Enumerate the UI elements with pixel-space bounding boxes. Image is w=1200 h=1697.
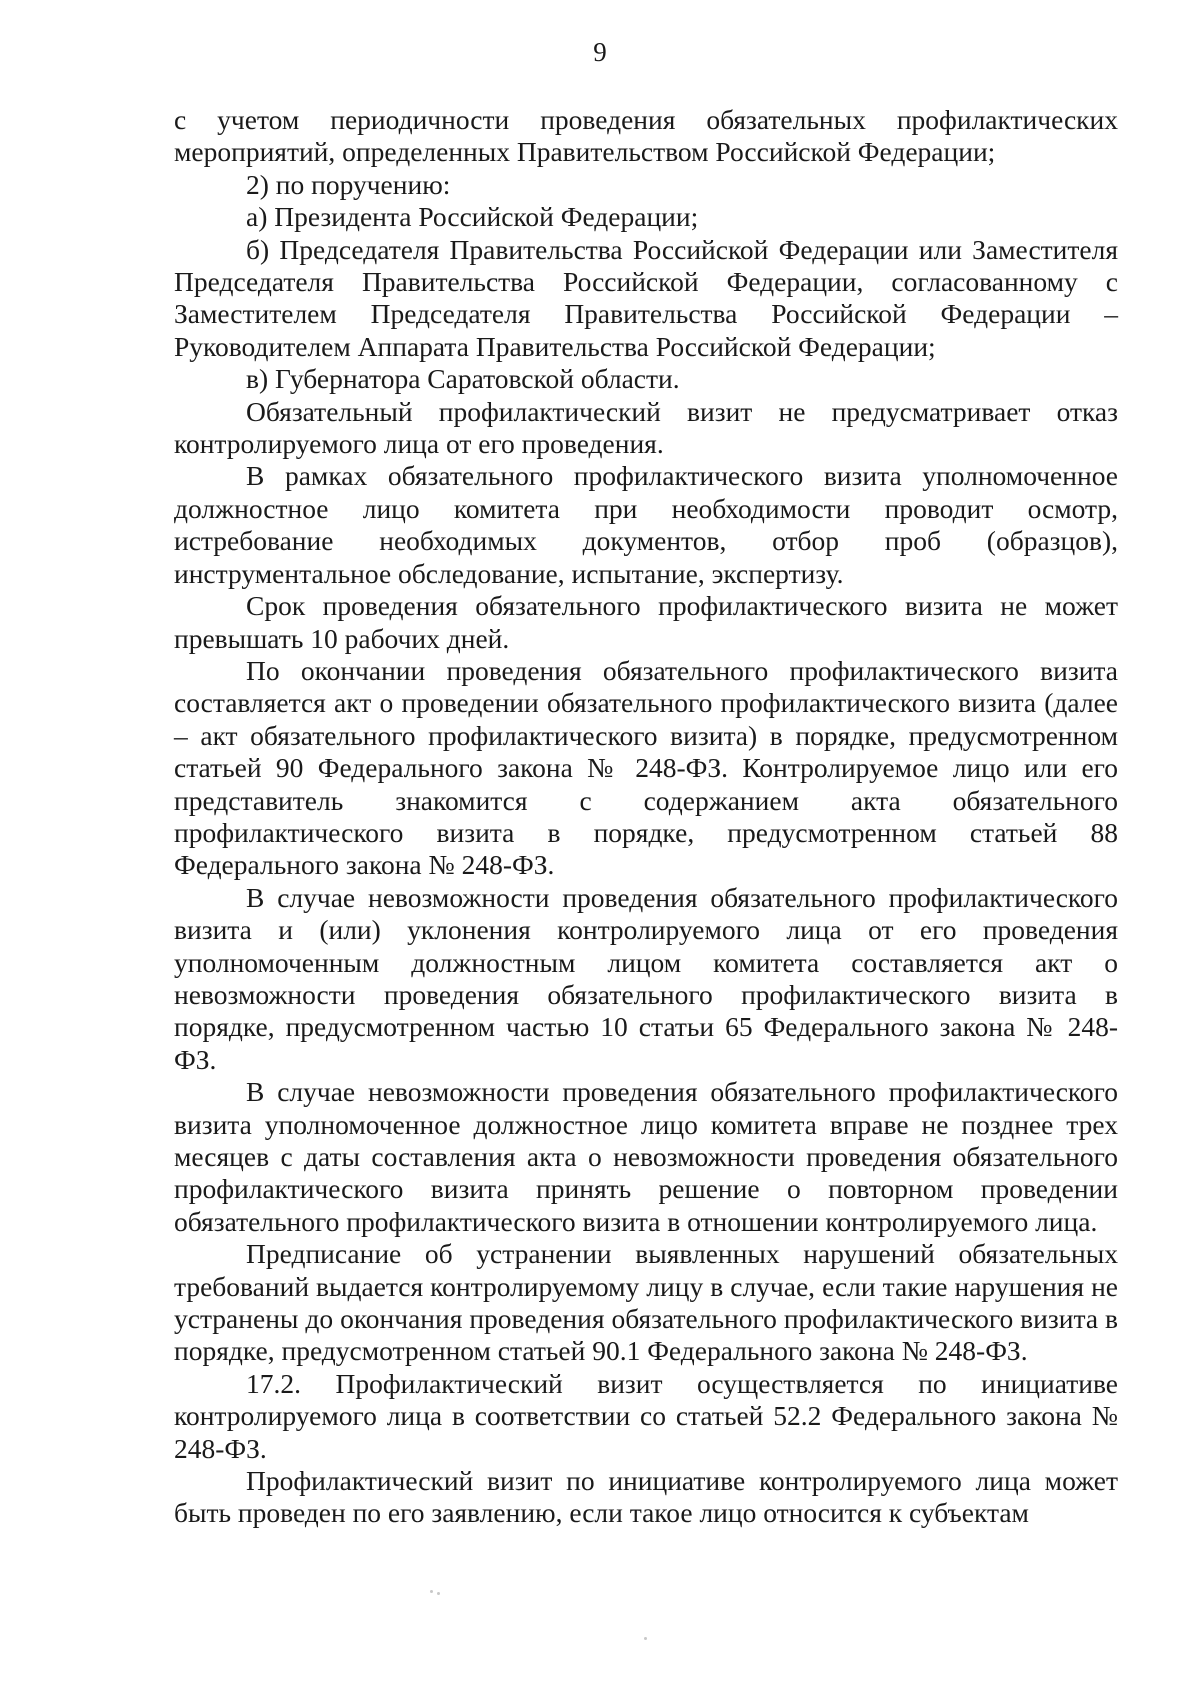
paragraph: Профилактический визит по инициативе контролируемого лица может быть проведен по его заявлению, если такое лицо относится к субъектам — [174, 1465, 1118, 1529]
paragraph: Срок проведения обязательного профилактического визита не может превышать 10 рабочих дней. — [174, 590, 1118, 654]
paragraph: б) Председателя Правительства Российской Федерации или Заместителя Председателя Правительства Российской Федерации, согласованному с Заместителем Председателя Правительства Российской Федерации – Руководителем Аппарата Правительства Российской Федерации; — [174, 233, 1118, 362]
paragraph: В случае невозможности проведения обязательного профилактического визита уполномоченное должностное лицо комитета вправе не позднее трех месяцев с даты составления акта о невозможности проведения обязательного профилактического визита принять решение о повторном проведении обязательного профилактического визита в отношении контролируемого лица. — [174, 1076, 1118, 1237]
paragraph: Предписание об устранении выявленных нарушений обязательных требований выдается контролируемому лицу в случае, если такие нарушения не устранены до окончания проведения обязательного профилактического визита в порядке, предусмотренном статьей 90.1 Федерального закона № 248-ФЗ. — [174, 1238, 1118, 1367]
paragraph: В рамках обязательного профилактического визита уполномоченное должностное лицо комитета при необходимости проводит осмотр, истребование необходимых документов, отбор проб (образцов), инструментальное обследование, испытание, экспертизу. — [174, 460, 1118, 589]
scan-speck — [430, 1590, 433, 1593]
scan-speck — [437, 1592, 440, 1595]
scan-speck — [644, 1637, 647, 1640]
paragraph: Обязательный профилактический визит не предусматривает отказ контролируемого лица от его проведения. — [174, 395, 1118, 460]
document-body — [174, 104, 1118, 1530]
paragraph: в) Губернатора Саратовской области. — [246, 363, 680, 395]
paragraph: По окончании проведения обязательного профилактического визита составляется акт о проведении обязательного профилактического визита (далее – акт обязательного профилактического визита) в порядке, предусмотренном статьей 90 Федерального закона № 248-ФЗ. Контролируемое лицо или его представитель знакомится с содержанием акта обязательного профилактического визита в порядке, предусмотренном статьей 88 Федерального закона № 248-ФЗ. — [174, 654, 1118, 881]
paragraph: 2) по поручению: — [246, 168, 451, 200]
paragraph: 17.2. Профилактический визит осуществляется по инициативе контролируемого лица в соответствии со статьей 52.2 Федерального закона № 248-ФЗ. — [174, 1367, 1118, 1464]
paragraph: с учетом периодичности проведения обязательных профилактических мероприятий, определенных Правительством Российской Федерации; — [174, 104, 1118, 168]
paragraph: а) Президента Российской Федерации; — [246, 201, 699, 233]
page-number: 9 — [593, 37, 607, 67]
paragraph: В случае невозможности проведения обязательного профилактического визита и (или) уклонения контролируемого лица от его проведения уполномоченным должностным лицом комитета составляется акт о невозможности проведения обязательного профилактического визита в порядке, предусмотренном частью 10 статьи 65 Федерального закона № 248-ФЗ. — [174, 881, 1118, 1075]
